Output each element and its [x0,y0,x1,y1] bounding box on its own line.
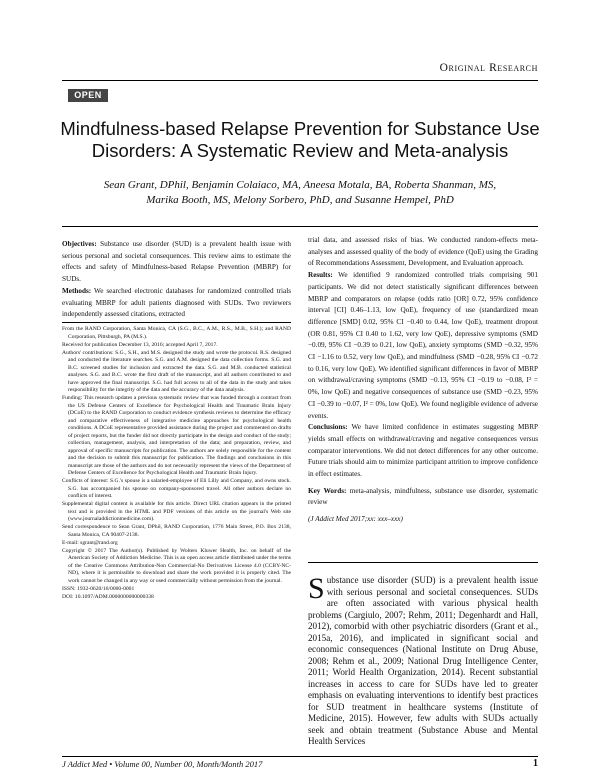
conclusions-text: We have limited confidence in estimates suggesting MBRP yields small effects on withdrawal/craving and negative consequences versus comparator interventions. We did not detect differences for any other outcome. Future trials should aim to minimize participant attrition to improve confidence in effect estimates. [308,423,538,479]
keywords-text: meta-analysis, mindfulness, substance use disorder, systematic review [308,486,538,507]
citation-line: (J Addict Med 2017;xx: xxx–xxx) [308,515,403,524]
authors-line-2: Marika Booth, MS, Melony Sorbero, PhD, and Susanne Hempel, PhD [146,194,454,206]
introduction-body [308,572,538,748]
received-date: Received for publication December 13, 2016; accepted April 7, 2017. [62,341,218,348]
drop-cap: S [308,572,325,605]
funding-statement: Funding: This research updates a previous systematic review that was funded through a contract from the US Defense Centers of Excellence for Psychological Health and Traumatic Brain Injury (DCoE) to the RAND Corporation to conduct evidence synthesis reviews to determine the efficacy and comparative effectiveness of integrative medicine approaches for psychological health conditions. A DCoE representative provided assistance during the project and commented on drafts of project reports, but the funder did not directly participate in the design and conduct of the study; collection, management, analysis, and interpretation of the data; and preparation, review, and approval of specific manuscripts for publication. The authors are solely responsible for the content and the decision to submit this manuscript for publication. The findings and conclusions in this manuscript are those of the authors and do not necessarily represent the views of the Department of Defense Centers of Excellence for Psychological Health and Traumatic Brain Injury. [62,395,291,476]
affiliations-block [62,326,291,602]
conclusions-label: Conclusions: [308,423,348,432]
author-list [70,178,530,208]
affiliation: From the RAND Corporation, Santa Monica, CA (S.G., B.C., A.M., R.S., M.B., S.H.); and RAND Corporation, Pittsburgh, PA (M.S.). [62,326,291,340]
abstract-bottom-rule [308,562,538,563]
results-text: We identified 9 randomized controlled trials comprising 901 participants. We did not detect statistically significant differences between MBRP and comparators on relapse (odds ratio [OR] 0.72, 95% confidence interval [CI] 0.46–1.13, low QoE), frequency of use (standardized mean difference [SMD] 0.02, 95% CI −0.40 to 0.44, low QoE), treatment dropout (OR 0.81, 95% CI 0.40 to 1.62, very low QoE), depressive symptoms (SMD −0.09, 95% CI −0.39 to 0.21, low QoE), anxiety symptoms (SMD −0.32, 95% CI −1.16 to 0.52, very low QoE), and mindfulness (SMD −0.28, 95% CI −0.72 to 0.16, very low QoE). We identified significant differences in favor of MBRP on withdrawal/craving symptoms (SMD −0.13, 95% CI −0.19 to −0.08, I² = 0%, low QoE) and negative consequences of substance use (SMD −0.23, 95% CI −0.39 to −0.07, I² = 0%, low QoE). We found negligible evidence of adverse events. [308,271,538,420]
abstract-conclusions [308,422,538,481]
abstract-right-column [308,235,538,526]
open-access-badge: OPEN [68,89,108,102]
correspondence: Send correspondence to Sean Grant, DPhil, RAND Corporation, 1776 Main Street, P.O. Box 2138, Santa Monica, CA 90407-2138. [62,524,291,538]
abstract-results [308,270,538,422]
title-line-1: Mindfulness-based Relapse Prevention for Substance Use [60,118,540,139]
copyright: Copyright © 2017 The Author(s). Published by Wolters Kluwer Health, Inc. on behalf of the American Society of Addiction Medicine. This is an open access article distributed under the terms of the Creative Commons Attribution-Non Commercial-No Derivatives License 4.0 (CCBY-NC-ND), where it is permissible to download and share the work provided it is properly cited. The work cannot be changed in any way or used commercially without permission from the journal. [62,547,291,584]
objectives-text: Substance use disorder (SUD) is a prevalent health issue with serious personal and societal consequences. This review aims to estimate the effects and safety of Mindfulness-based Relapse Prevention (MBRP) for SUDs. [62,240,291,284]
abstract-methods [62,286,291,321]
email: E-mail: sgrant@rand.org [62,539,118,546]
abstract-objectives [62,239,291,286]
section-divider [62,80,538,81]
title-line-2: Disorders: A Systematic Review and Meta-analysis [91,140,509,161]
author-contributions: Authors' contributions: S.G., S.H., and M.S. designed the study and wrote the protocol. R.S. designed and conducted the literature searches. S.G. and A.M. designed the data collection forms. S.G. and B.C. screened studies for inclusion and extracted the data. S.G. and M.B. conducted statistical analyses. S.G. and B.C. wrote the first draft of the manuscript, and all authors contributed to and have approved the final manuscript. S.G. had full access to all of the data in the study and takes responsibility for the integrity of the data and the accuracy of the data analysis. [62,349,291,393]
abstract-left-column [62,239,291,321]
abstract-top-rule [62,226,538,227]
conflicts-of-interest: Conflicts of interest: S.G.'s spouse is a salaried-employee of Eli Lilly and Company, and owns stock. S.G. has accompanied his spouse on company-sponsored travel. All other authors declare no conflicts of interest. [62,478,291,499]
doi: DOI: 10.1097/ADM.0000000000000338 [62,593,154,600]
keywords-label: Key Words: [308,486,347,495]
page-number: 1 [533,758,538,769]
introduction-text: ubstance use disorder (SUD) is a prevalent health issue with serious personal and societal consequences. SUDs are often associated with various physical health problems (Cargiulo, 2007; Rehm, 2011; Degenhardt and Hall, 2012), comorbid with other psychiatric disorders (Grant et al., 2015a, 2016), and implicated in significant social and economic consequences (National Institute on Drug Abuse, 2008; Rehm et al., 2009; National Drug Intelligence Center, 2011; World Health Organization, 2014). Recent substantial increases in access to care for SUDs have led to greater emphasis on evaluating interventions to identify best practices for SUD treatment in healthcare systems (Institute of Medicine, 2015). However, few adults with SUDs actually seek and obtain treatment (Substance Abuse and Mental Health Services [308,575,538,746]
objectives-label: Objectives: [62,240,97,248]
journal-footer: J Addict Med • Volume 00, Number 00, Month/Month 2017 [62,759,263,769]
methods-text: We searched electronic databases for randomized controlled trials evaluating MBRP for adult patients diagnosed with SUDs. Two reviewers independently assessed citations, extracted [62,286,291,319]
footer-rule [62,756,538,757]
authors-line-1: Sean Grant, DPhil, Benjamin Colaiaco, MA, Aneesa Motala, BA, Roberta Shanman, MS, [103,179,497,191]
section-label: Original Research [439,62,538,74]
results-label: Results: [308,271,333,280]
methods-label: Methods: [62,286,92,295]
issn: ISSN: 1932-0620/16/0000-0001 [62,585,135,592]
methods-continued: trial data, and assessed risks of bias. We conducted random-effects meta-analyses and assessed quality of the body of evidence (QoE) using the Grading of Recommendations Assessment, Development, and Evaluation approach. [308,236,538,268]
supplemental-content: Supplemental digital content is available for this article. Direct URL citation appears in the printed text and is provided in the HTML and PDF versions of this article on the journal's Web site (www.journaladdictionmedicine.com). [62,501,291,522]
abstract-keywords [308,486,538,509]
affiliation-divider [62,322,291,323]
article-title [52,118,548,162]
